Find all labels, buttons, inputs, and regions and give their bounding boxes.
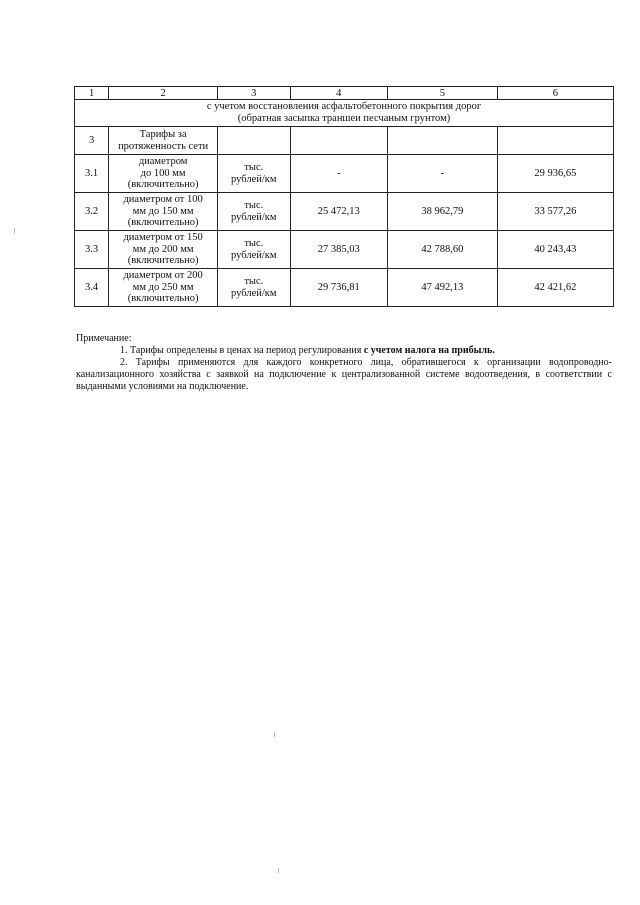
row-name-line: диаметром от 150 xyxy=(123,232,203,244)
row-number: 3 xyxy=(75,127,109,155)
row-name-line: (включительно) xyxy=(127,179,199,191)
row-value-col4: 29 736,81 xyxy=(290,269,387,307)
row-name xyxy=(109,269,218,307)
note-text: 1. Тарифы определены в ценах на период регулирования xyxy=(120,345,364,356)
row-value-col4: 25 472,13 xyxy=(290,193,387,231)
scan-speck xyxy=(278,868,279,873)
column-number-row xyxy=(75,87,614,100)
scan-speck xyxy=(14,228,15,234)
row-name-line: (включительно) xyxy=(127,293,199,305)
row-value-col6: 42 421,62 xyxy=(497,269,613,307)
row-name-line: Тарифы за xyxy=(139,129,187,140)
notes-title: Примечание: xyxy=(76,333,132,344)
row-name xyxy=(109,231,218,269)
row-unit xyxy=(218,155,291,193)
column-number: 3 xyxy=(218,87,291,100)
row-name-line: мм до 250 мм xyxy=(132,281,194,293)
row-value-col4: - xyxy=(290,155,387,193)
note-item: 2. Тарифы применяются для каждого конкретного лица, обратившегося к организации водопроводно-канализационного хозяйства с заявкой на подключение к централизованной системе водоотведения, в соответствии с выданными условиями на подключение. xyxy=(76,357,612,392)
column-number: 4 xyxy=(290,87,387,100)
table-row xyxy=(75,193,614,231)
row-value-col4: 27 385,03 xyxy=(290,231,387,269)
table-row xyxy=(75,269,614,307)
row-unit xyxy=(218,269,291,307)
row-unit xyxy=(218,193,291,231)
tariff-table xyxy=(74,86,614,307)
row-name-line: до 100 мм xyxy=(140,167,186,179)
row-unit-line: рублей/км xyxy=(231,173,277,185)
row-name-line: мм до 200 мм xyxy=(132,243,194,255)
column-number: 5 xyxy=(388,87,498,100)
row-unit-line: тыс. xyxy=(244,161,264,173)
row-unit-line: тыс. xyxy=(244,275,264,287)
row-value-col5: 42 788,60 xyxy=(388,231,498,269)
row-unit-line: рублей/км xyxy=(231,249,277,261)
column-number: 6 xyxy=(497,87,613,100)
row-unit-line: рублей/км xyxy=(231,287,277,299)
row-unit-line: тыс. xyxy=(244,237,264,249)
row-value-col5: - xyxy=(388,155,498,193)
section-heading-row xyxy=(75,100,614,127)
row-name-line: (включительно) xyxy=(127,217,199,229)
table-row xyxy=(75,155,614,193)
row-unit xyxy=(218,231,291,269)
column-number: 2 xyxy=(109,87,218,100)
row-value xyxy=(290,127,387,155)
row-number: 3.3 xyxy=(75,231,109,269)
row-name-line: протяженность сети xyxy=(118,140,209,152)
row-value-col6: 33 577,26 xyxy=(497,193,613,231)
row-value-col6: 29 936,65 xyxy=(497,155,613,193)
row-number: 3.2 xyxy=(75,193,109,231)
row-name xyxy=(109,193,218,231)
row-value xyxy=(388,127,498,155)
row-unit-line: тыс. xyxy=(244,199,264,211)
row-number: 3.4 xyxy=(75,269,109,307)
row-name-line: (включительно) xyxy=(127,255,199,267)
row-name xyxy=(109,155,218,193)
row-unit xyxy=(218,127,291,155)
row-name-line: диаметром от 200 xyxy=(123,270,203,282)
section-heading-line: (обратная засыпка траншеи песчаным грунтом) xyxy=(237,113,451,124)
section-heading xyxy=(75,100,614,127)
table-row xyxy=(75,127,614,155)
row-value xyxy=(497,127,613,155)
row-value-col5: 47 492,13 xyxy=(388,269,498,307)
row-name-line: диаметром xyxy=(138,156,188,168)
scan-speck xyxy=(274,732,275,737)
row-name-line: диаметром от 100 xyxy=(123,194,203,206)
column-number: 1 xyxy=(75,87,109,100)
row-name xyxy=(109,127,218,155)
row-number: 3.1 xyxy=(75,155,109,193)
row-value-col5: 38 962,79 xyxy=(388,193,498,231)
row-value-col6: 40 243,43 xyxy=(497,231,613,269)
note-item xyxy=(76,345,612,357)
row-name-line: мм до 150 мм xyxy=(132,205,194,217)
table-row xyxy=(75,231,614,269)
section-heading-line: с учетом восстановления асфальтобетонного покрытия дорог xyxy=(206,101,482,112)
row-unit-line: рублей/км xyxy=(231,211,277,223)
notes-block xyxy=(76,333,612,393)
note-bold-text: с учетом налога на прибыль. xyxy=(363,345,495,356)
